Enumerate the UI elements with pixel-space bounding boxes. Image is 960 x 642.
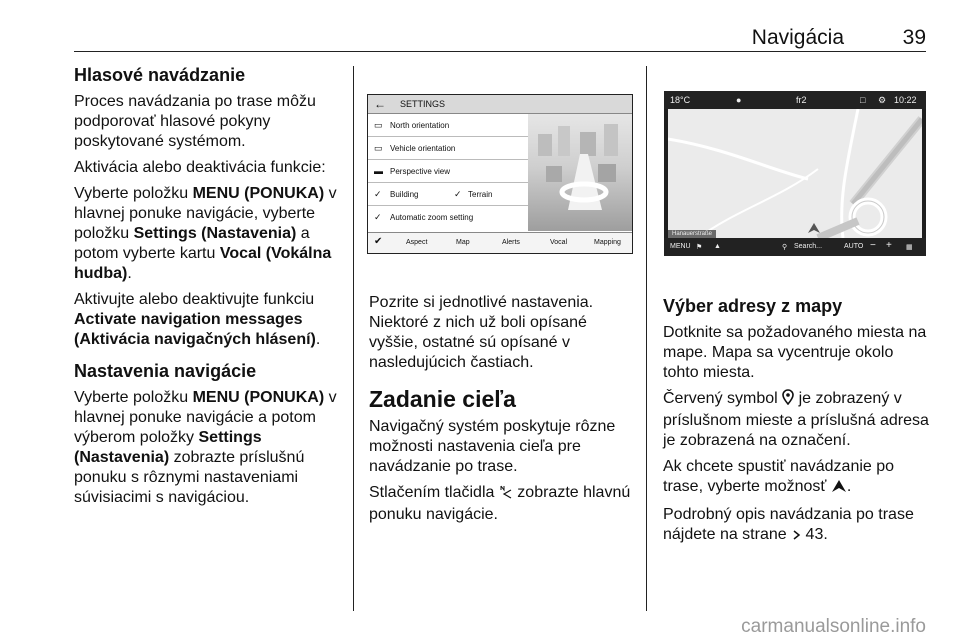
tab-alerts[interactable]: Alerts <box>502 239 520 246</box>
tab-aspect[interactable]: Aspect <box>406 239 428 246</box>
column-3 <box>663 295 929 553</box>
flag-icon[interactable]: ⚑ <box>696 244 703 251</box>
view-options-icon[interactable]: ▦ <box>906 244 913 251</box>
page-header <box>74 26 926 50</box>
menu-button[interactable]: MENU <box>670 243 691 250</box>
watermark: carmanualsonline.info <box>741 616 926 637</box>
setting-perspective-view[interactable]: ▬ Perspective view <box>368 160 528 183</box>
heading-destination-input: Zadanie cieľa <box>369 386 516 412</box>
paragraph: Pozrite si jednotlivé nastavenia. Niektoré z nich už boli opísané vyššie, ostatné sú opísané v nasledujúcich častiach. <box>369 294 594 371</box>
navigate-icon[interactable]: ▲ <box>714 243 721 250</box>
settings-screenshot <box>367 94 633 254</box>
building-label: Building <box>390 190 419 199</box>
radio-selected-icon: ▬ <box>374 166 383 176</box>
column-divider-2 <box>646 66 647 611</box>
map-toolbar <box>664 238 926 256</box>
setting-building-terrain <box>368 183 528 206</box>
auto-zoom-label[interactable]: AUTO <box>844 243 864 250</box>
radio-icon: ▭ <box>374 120 383 130</box>
street-label: Hanauerstraße <box>668 230 716 238</box>
map-screenshot <box>664 91 926 256</box>
search-button[interactable]: Search... <box>794 243 823 250</box>
settings-tabbar <box>368 232 632 253</box>
clock-time: 10:22 <box>894 95 917 105</box>
phone-icon[interactable]: □ <box>860 95 866 105</box>
zoom-in-icon[interactable]: + <box>886 240 892 251</box>
map-preview-3d <box>528 114 632 231</box>
paragraph: Vyberte položku MENU (PONUKA) v hlavnej ponuke navigácie a potom výberom položky Settings (Nastavenia) zobrazte príslušnú ponuku s rôznymi nastaveniami súvisiacimi s navigáciou. <box>74 389 337 506</box>
terrain-label: Terrain <box>468 190 493 199</box>
setting-north-orientation[interactable]: ▭ North orientation <box>368 114 528 137</box>
heading-voice-guidance: Hlasové navádzanie <box>74 65 246 85</box>
paragraph: Proces navádzania po trase môžu podporovať hlasové pokyny poskytované systémom. <box>74 93 316 150</box>
media-icon[interactable]: ● <box>736 95 742 105</box>
paragraph: Podrobný opis navádzania po trase nájdete na strane 43. <box>663 505 929 547</box>
tab-vocal[interactable]: Vocal <box>550 239 568 246</box>
station-label: fr2 <box>796 95 807 105</box>
checkbox-icon: ✓ <box>374 212 382 222</box>
paragraph: Stlačením tlačidla zobrazte hlavnú ponuku navigácie. <box>369 484 631 523</box>
checkbox-icon[interactable]: ✓ <box>374 189 382 199</box>
confirm-check-icon[interactable]: ✔ <box>374 236 383 247</box>
navigation-button-icon <box>499 485 513 505</box>
heading-nav-settings: Nastavenia navigácie <box>74 361 257 381</box>
zoom-out-icon[interactable]: − <box>870 240 876 251</box>
radio-icon: ▭ <box>374 143 383 153</box>
checkbox-icon[interactable]: ✓ <box>454 189 462 199</box>
paragraph: Červený symbol je zobrazený v príslušnom mieste a príslušná adresa je zobrazená na označení. <box>663 390 929 449</box>
tab-map[interactable]: Map <box>456 239 470 246</box>
search-icon: ⚲ <box>782 244 788 251</box>
paragraph: Vyberte položku MENU (PONUKA) v hlavnej ponuke navigácie, vyberte položku Settings (Nastavenia) a potom vyberte kartu Vocal (Vokálna hudba). <box>74 185 337 282</box>
heading-map-address: Výber adresy z mapy <box>663 296 843 316</box>
paragraph: Navigačný systém poskytuje rôzne možnosti nastavenia cieľa pre navádzanie po trase. <box>369 418 616 475</box>
back-arrow-icon[interactable]: ← <box>374 97 386 111</box>
setting-auto-zoom[interactable]: ✓ Automatic zoom setting <box>368 206 632 228</box>
setting-vehicle-orientation[interactable]: ▭ Vehicle orientation <box>368 137 528 160</box>
temperature: 18°C <box>670 95 691 105</box>
navigate-arrow-icon <box>831 479 847 499</box>
column-1 <box>74 64 346 514</box>
page-reference-icon <box>791 527 801 547</box>
paragraph: Aktivácia alebo deaktivácia funkcie: <box>74 159 326 176</box>
gear-icon[interactable]: ⚙ <box>878 95 887 105</box>
settings-title: SETTINGS <box>400 99 446 109</box>
page-number: 39 <box>902 26 926 49</box>
paragraph: Aktivujte alebo deaktivujte funkciu Activate navigation messages (Aktivácia navigačných hlásení). <box>74 291 321 348</box>
map-view[interactable] <box>668 109 922 238</box>
paragraph: Ak chcete spustiť navádzanie po trase, vyberte možnosť . <box>663 457 929 499</box>
section-title: Navigácia <box>751 26 844 49</box>
column-divider-1 <box>353 66 354 611</box>
column-2 <box>369 293 639 531</box>
tab-mapping[interactable]: Mapping <box>594 239 621 246</box>
map-pin-icon <box>782 389 794 411</box>
header-rule <box>74 51 926 52</box>
paragraph: Dotknite sa požadovaného miesta na mape. Mapa sa vycentruje okolo tohto miesta. <box>663 324 927 381</box>
